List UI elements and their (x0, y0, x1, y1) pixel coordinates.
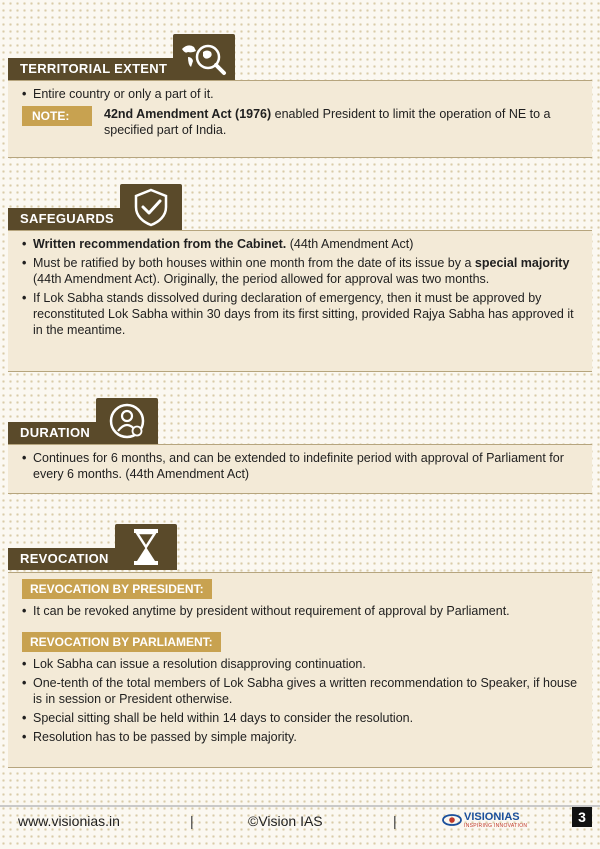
section-title: TERRITORIAL EXTENT (8, 58, 175, 80)
territorial-extent-panel (8, 80, 592, 158)
section-title: SAFEGUARDS (8, 208, 122, 230)
list-item: • Continues for 6 months, and can be extended to indefinite period with approval of Parliament for every 6 months. (44th Amendment Act) (22, 450, 580, 482)
brand-name: VISIONIAS (464, 811, 520, 823)
website-link[interactable]: www.visionias.in (18, 813, 120, 829)
copyright-text: ©Vision IAS (248, 813, 323, 829)
list-item: • If Lok Sabha stands dissolved during declaration of emergency, then it must be approved by reconstituted Lok Sabha within 30 days from its first sitting, provided Rajya Sabha has approved it in the meantime. (22, 290, 580, 338)
section-title: REVOCATION (8, 548, 117, 570)
footer-separator: | (393, 813, 397, 829)
page-footer (0, 805, 600, 835)
note-text (104, 106, 580, 138)
list-item: • One-tenth of the total members of Lok Sabha gives a written recommendation to Speaker, if house is in session or President otherwise. (22, 675, 580, 707)
bullet-bold: special majority (474, 256, 570, 270)
list-item: • Entire country or only a part of it. (22, 86, 580, 102)
territorial-extent-header (8, 42, 235, 80)
section-title: DURATION (8, 422, 98, 444)
footer-separator: | (190, 813, 194, 829)
hourglass-icon (115, 524, 177, 570)
safeguards-panel (8, 230, 592, 372)
note-badge: NOTE: (22, 106, 92, 126)
revocation-header (8, 532, 177, 570)
safeguards-header (8, 192, 182, 230)
revocation-by-parliament-tag: REVOCATION BY PARLIAMENT: (22, 632, 221, 652)
bullet-rest: (44th Amendment Act) (286, 237, 414, 251)
bullet-part-b: (44th Amendment Act). Originally, the period allowed for approval was two months. (33, 272, 490, 286)
shield-check-icon (120, 184, 182, 230)
globe-magnifier-icon (173, 34, 235, 80)
list-item: • It can be revoked anytime by president without requirement of approval by Parliament. (22, 603, 580, 619)
brand-tagline: INSPIRING INNOVATION (464, 823, 528, 829)
bullet-part-a: Must be ratified by both houses within one month from the date of its issue by a (33, 256, 475, 270)
list-item: • Resolution has to be passed by simple majority. (22, 729, 580, 745)
brand-logo (442, 811, 527, 829)
list-item (22, 255, 580, 287)
note-row (22, 106, 580, 138)
brand-eye-icon (442, 813, 462, 827)
list-item: • Lok Sabha can issue a resolution disapproving continuation. (22, 656, 580, 672)
person-clock-icon (96, 398, 158, 444)
bullet-bold: Written recommendation from the Cabinet. (33, 237, 287, 251)
list-item: • Special sitting shall be held within 14 days to consider the resolution. (22, 710, 580, 726)
list-item (22, 236, 580, 252)
page-number: 3 (572, 807, 592, 827)
revocation-by-president-tag: REVOCATION BY PRESIDENT: (22, 579, 212, 599)
revocation-panel (8, 572, 592, 768)
note-rest: enabled President to limit the operation of NE to a specified part of India. (104, 107, 551, 137)
note-bold: 42nd Amendment Act (1976) (104, 107, 272, 121)
duration-panel (8, 444, 592, 494)
duration-header (8, 406, 158, 444)
